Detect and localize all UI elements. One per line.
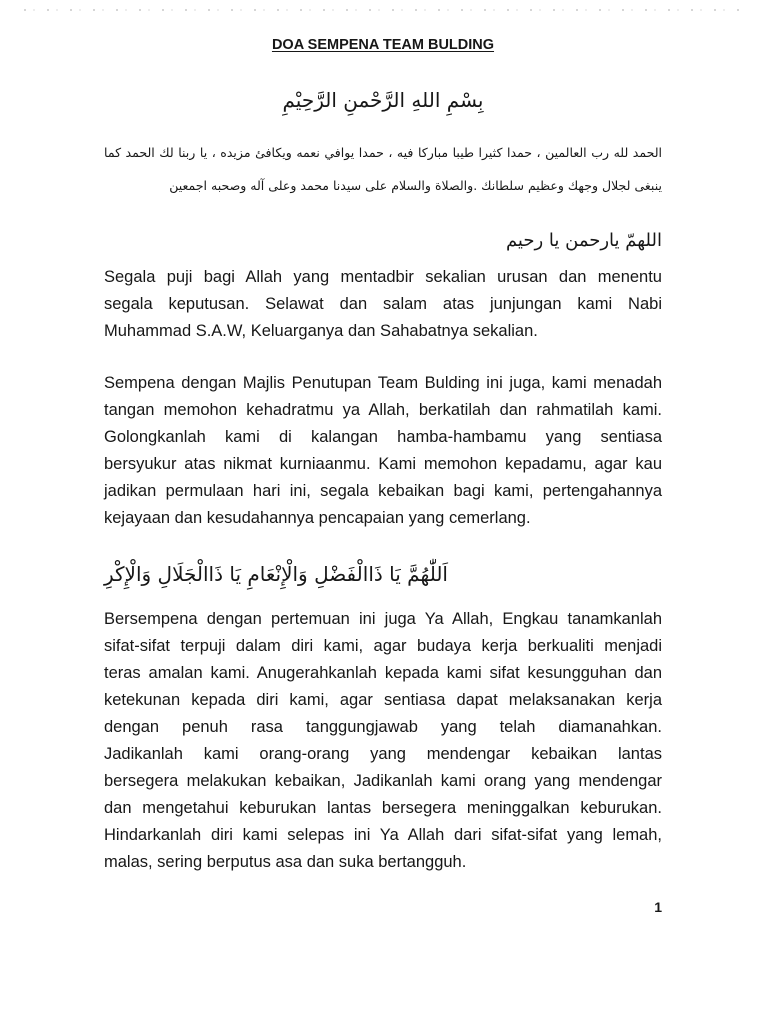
document-title [104,36,662,54]
bismillah-text: بِسْمِ اللهِ الرَّحْمنِ الرَّحِيْمِ [282,88,484,112]
paragraph-line: Bersempena dengan pertemuan ini juga Ya Allah, Engkau tanamkanlah [104,610,662,628]
paragraph-line: Sempena dengan Majlis Penutupan Team Bulding ini juga, kami menadah [104,374,662,392]
paragraph-1 [104,264,662,345]
paragraph-line: Muhammad S.A.W, Keluarganya dan Sahabatnya sekalian. [104,322,538,340]
paragraph-line: Jadikanlah kami orang-orang yang mendengar kebaikan lantas [104,745,662,763]
paragraph-line: bersyukur atas nikmat kurniaanmu. Kami memohon kepadamu, agar kau [104,455,662,473]
paragraph-2 [104,370,662,532]
page-number [104,897,662,917]
paragraph-3 [104,606,662,876]
paragraph-line: dan mengetahui keburukan lantas bersegera meninggalkan keburukan. [104,799,662,817]
paragraph-line: dengan penuh rasa tanggungjawab yang telah diamanahkan. [104,718,662,736]
paragraph-line: malas, sering berputus asa dan suka bertangguh. [104,853,467,871]
paragraph-line: segala keputusan. Selawat dan salam atas junjungan kami Nabi [104,295,662,313]
paragraph-line: teras amalan kami. Anugerahkanlah kepada kami sifat kesungguhan dan [104,664,662,682]
bismillah [104,84,662,116]
invocation-heading-2 [104,557,662,591]
scan-edge-artifact [24,9,744,11]
paragraph-line: tangan memohon kehadratmu ya Allah, berkatilah dan rahmatilah kami. [104,401,662,419]
page-number-text: 1 [654,899,662,915]
paragraph-line: Segala puji bagi Allah yang mentadbir sekalian urusan dan menentu [104,268,662,286]
paragraph-line: ketekunan kepada diri kami, agar sentiasa dapat melaksanakan kerja [104,691,662,709]
paragraph-line: sifat-sifat terpuji dalam diri kami, agar budaya kerja berkualiti menjadi [104,637,662,655]
paragraph-line: Golongkanlah kami di kalangan hamba-hambamu yang sentiasa [104,428,662,446]
invocation-heading-1 [104,226,662,256]
invocation-heading-2-text: اَللّٰهُمَّ يَا ذَاالْفَضْلِ وَالْإِنْعَامِ يَا ذَاالْجَلَالِ وَالْإِكْرِ [104,562,448,586]
paragraph-line: jadikan permulaan hari ini, segala kebaikan bagi kami, pertengahannya [104,482,662,500]
paragraph-line: Hindarkanlah diri kami selepas ini Ya Allah dari sifat-sifat yang lemah, [104,826,662,844]
paragraph-line: kejayaan dan kesudahannya pencapaian yang cemerlang. [104,509,531,527]
paragraph-line: bersegera melakukan kebaikan, Jadikanlah kami orang yang mendengar [104,772,662,790]
document-title-text: DOA SEMPENA TEAM BULDING [271,37,495,53]
opening-arabic-paragraph [104,136,662,202]
opening-arabic-line: الحمد لله رب العالمين ، حمدا كثيرا طيبا مباركا فيه ، حمدا يوافي نعمه ويكافئ مزيده ، يا ربنا لك الحمد كما [104,145,662,160]
invocation-heading-1-text: اللهمّ يارحمن يا رحيم [505,230,662,251]
opening-arabic-line: ينبغى لجلال وجهك وعظيم سلطانك .والصلاة والسلام على سيدنا محمد وعلى آله وصحبه اجمعين [169,178,662,193]
